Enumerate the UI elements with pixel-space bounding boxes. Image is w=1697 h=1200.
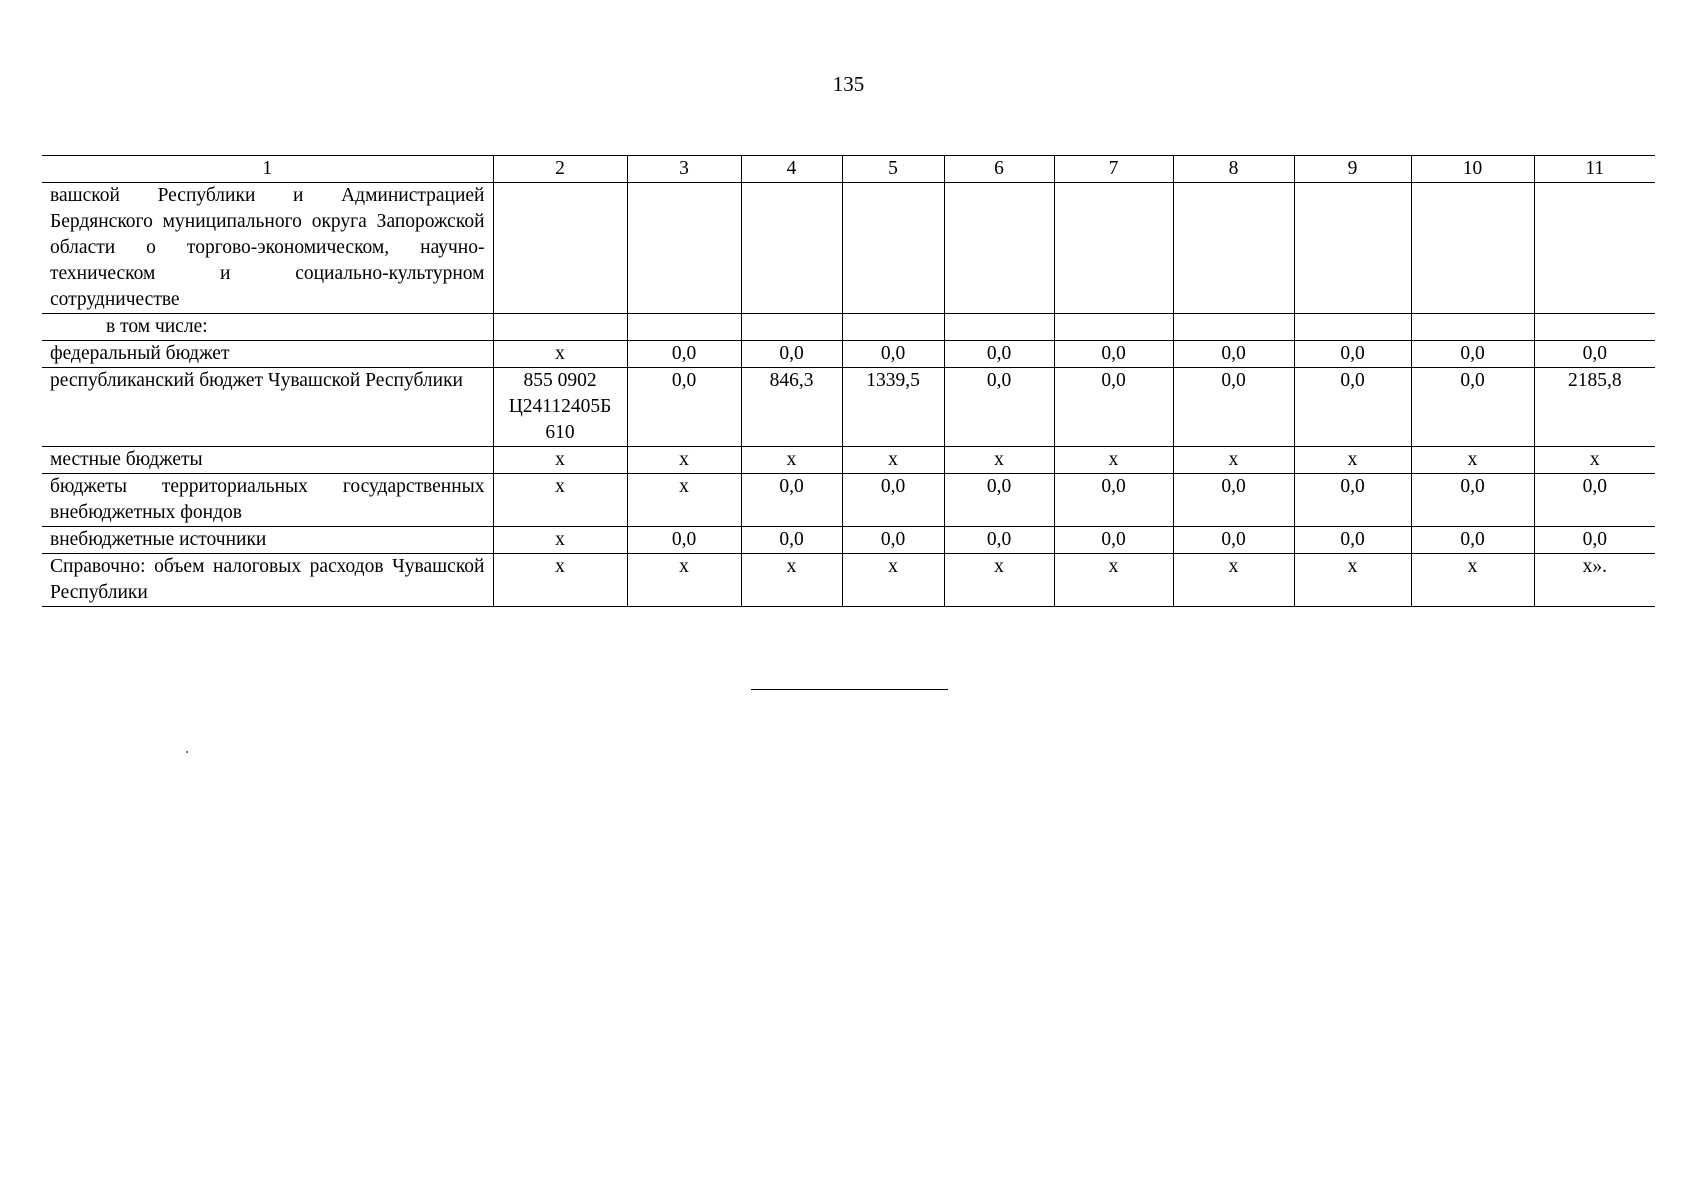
- table-row: [42, 474, 1655, 527]
- table-cell: 0,0: [1534, 474, 1655, 527]
- table-cell: 846,3: [741, 368, 842, 447]
- column-header: 4: [741, 156, 842, 183]
- table-cell: 0,0: [627, 341, 741, 368]
- column-header: 7: [1054, 156, 1173, 183]
- table-cell: х: [627, 474, 741, 527]
- table-cell: х: [627, 447, 741, 474]
- table-cell: х: [1294, 554, 1411, 607]
- column-header: 11: [1534, 156, 1655, 183]
- table-cell: х: [1173, 554, 1294, 607]
- table-cell: 2185,8: [1534, 368, 1655, 447]
- table-cell: [627, 314, 741, 341]
- column-header: 3: [627, 156, 741, 183]
- row-label: в том числе:: [42, 314, 493, 341]
- table-cell: 0,0: [1294, 474, 1411, 527]
- table-cell: [944, 314, 1054, 341]
- table-cell: 0,0: [741, 527, 842, 554]
- table-cell: [842, 183, 944, 314]
- table-cell: 0,0: [1173, 368, 1294, 447]
- table-cell: 0,0: [1173, 527, 1294, 554]
- row-label: Справочно: объем налоговых расходов Чувашской Республики: [42, 554, 493, 607]
- table-cell: 0,0: [1294, 368, 1411, 447]
- table-cell: 0,0: [1054, 341, 1173, 368]
- table-cell: [1294, 314, 1411, 341]
- table-row: [42, 447, 1655, 474]
- column-header: 9: [1294, 156, 1411, 183]
- table-row: [42, 527, 1655, 554]
- table-cell: [1534, 183, 1655, 314]
- table-cell: х: [842, 447, 944, 474]
- table-cell: [493, 314, 627, 341]
- table-cell: [741, 314, 842, 341]
- table-cell: 0,0: [1411, 527, 1534, 554]
- table-row: [42, 341, 1655, 368]
- table-cell: 0,0: [1054, 527, 1173, 554]
- row-label: внебюджетные источники: [42, 527, 493, 554]
- table-cell: х: [1411, 447, 1534, 474]
- table-cell: [1534, 314, 1655, 341]
- table-cell: х: [493, 554, 627, 607]
- table-cell: [1054, 183, 1173, 314]
- row-label: республиканский бюджет Чувашской Республики: [42, 368, 493, 447]
- table-cell: [944, 183, 1054, 314]
- table-cell: 0,0: [627, 527, 741, 554]
- stray-mark: [186, 751, 188, 753]
- table-cell: х: [1173, 447, 1294, 474]
- table-cell: 0,0: [1534, 527, 1655, 554]
- table-cell: х: [1411, 554, 1534, 607]
- table-cell: 0,0: [1173, 474, 1294, 527]
- table-cell: 0,0: [1294, 341, 1411, 368]
- row-label: вашской Республики и Администрацией Бердянского муниципального округа Запорожской области о торгово-экономическом, научно-техническом и социально-культурном сотрудничестве: [42, 183, 493, 314]
- table-cell: 0,0: [1294, 527, 1411, 554]
- table-cell: 0,0: [1411, 474, 1534, 527]
- table-cell: 0,0: [944, 474, 1054, 527]
- table-cell: [627, 183, 741, 314]
- table-cell: 0,0: [1054, 368, 1173, 447]
- row-label: местные бюджеты: [42, 447, 493, 474]
- table-cell: х: [627, 554, 741, 607]
- table-row: [42, 368, 1655, 447]
- table-cell: х: [1294, 447, 1411, 474]
- table-cell: х: [944, 554, 1054, 607]
- table-cell: 0,0: [944, 527, 1054, 554]
- table-cell: х: [741, 447, 842, 474]
- table-cell: х: [741, 554, 842, 607]
- table-cell: 0,0: [627, 368, 741, 447]
- table-cell: 0,0: [842, 527, 944, 554]
- table-row: [42, 314, 1655, 341]
- table-cell: [493, 183, 627, 314]
- table-cell: [1173, 314, 1294, 341]
- table-cell: [842, 314, 944, 341]
- table-cell: х: [493, 527, 627, 554]
- table-cell: 0,0: [842, 474, 944, 527]
- table-cell: х: [493, 474, 627, 527]
- budget-code-cell: 855 0902 Ц24112405Б 610: [493, 368, 627, 447]
- table-cell: х: [842, 554, 944, 607]
- table-cell: х: [944, 447, 1054, 474]
- table-cell: [1173, 183, 1294, 314]
- table-cell: х».: [1534, 554, 1655, 607]
- table-cell: 0,0: [741, 341, 842, 368]
- column-header: 10: [1411, 156, 1534, 183]
- table-cell: [1411, 183, 1534, 314]
- page-number: 135: [832, 72, 865, 96]
- table-cell: х: [493, 341, 627, 368]
- table-cell: х: [1054, 447, 1173, 474]
- table-cell: [1294, 183, 1411, 314]
- table-header-row: [42, 156, 1655, 183]
- table-cell: [741, 183, 842, 314]
- table-row: [42, 183, 1655, 314]
- footer-divider-line: [751, 689, 948, 690]
- table-cell: 0,0: [741, 474, 842, 527]
- table-cell: х: [493, 447, 627, 474]
- row-label: бюджеты территориальных государственных внебюджетных фондов: [42, 474, 493, 527]
- table-cell: х: [1054, 554, 1173, 607]
- table-cell: 0,0: [944, 341, 1054, 368]
- column-header: 5: [842, 156, 944, 183]
- table-cell: [1054, 314, 1173, 341]
- table-cell: 0,0: [1534, 341, 1655, 368]
- row-label: федеральный бюджет: [42, 341, 493, 368]
- table-row: [42, 554, 1655, 607]
- table-cell: 0,0: [842, 341, 944, 368]
- table-cell: 0,0: [944, 368, 1054, 447]
- table-cell: 0,0: [1173, 341, 1294, 368]
- table-cell: 0,0: [1411, 368, 1534, 447]
- table-cell: х: [1534, 447, 1655, 474]
- table-cell: 1339,5: [842, 368, 944, 447]
- table-cell: 0,0: [1411, 341, 1534, 368]
- column-header: 8: [1173, 156, 1294, 183]
- table-cell: 0,0: [1054, 474, 1173, 527]
- table-cell: [1411, 314, 1534, 341]
- column-header: 1: [42, 156, 493, 183]
- column-header: 2: [493, 156, 627, 183]
- column-header: 6: [944, 156, 1054, 183]
- budget-table: [42, 155, 1655, 607]
